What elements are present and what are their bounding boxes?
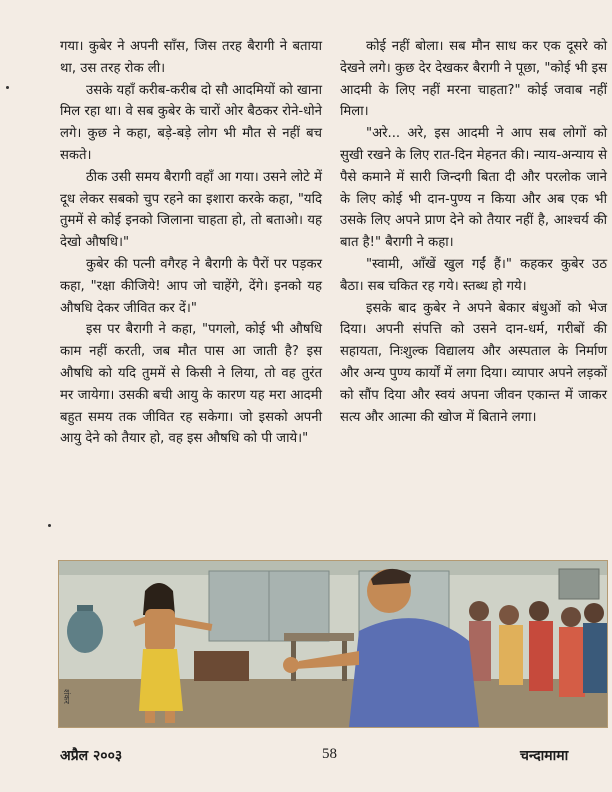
paragraph: इसके बाद कुबेर ने अपने बेकार बंधुओं को भेज दिया। अपनी संपत्ति को उसने दान-धर्म, गरीबों की सहायता, निःशुल्क विद्यालय और अस्पताल के निर्माण और अन्य पुण्य कार्यों में लगा दिया। व्यापार अपने लड़कों को सौंप दिया और स्वयं अपना जीवन एकान्त में जाकर सत्य और आत्मा की खोज में बिताने लगा। — [340, 300, 607, 425]
right-column — [340, 36, 607, 428]
illustration-scene — [59, 561, 607, 727]
paragraph: कोई नहीं बोला। सब मौन साध कर एक दूसरे को देखने लगे। कुछ देर देखकर बैरागी ने पूछा, "कोई भी इस आदमी के लिए नहीं मरना चाहता?" कोई जवाब नहीं मिला। — [340, 39, 607, 120]
print-speck — [48, 524, 51, 527]
paragraph: "अरे... अरे, इस आदमी ने आप सब लोगों को सुखी रखने के लिए रात-दिन मेहनत की। न्याय-अन्याय से पैसे कमाने में सारी जिन्दगी बिता दी और परलोक जाने के लिए कोई भी दान-पुण्य न किया और अब एक भी उसके लिए अपने प्राण देने को तैयार नहीं है, आश्चर्य की बात है!" बैरागी ने कहा। — [340, 126, 607, 251]
page-footer — [0, 746, 612, 770]
story-illustration — [58, 560, 608, 728]
paragraph: गया। कुबेर ने अपनी साँस, जिस तरह बैरागी ने बताया था, उस तरह रोक ली। — [60, 39, 322, 76]
paragraph: कुबेर की पत्नी वगैरह ने बैरागी के पैरों पर पड़कर कहा, "रक्षा कीजिये! आप जो चाहेंगे, देंगे। इनको यह औषधि देकर जीवित कर दें।" — [60, 256, 322, 316]
artist-signature: शंकर — [62, 689, 71, 704]
page-number: 58 — [322, 746, 337, 762]
paragraph: इस पर बैरागी ने कहा, "पगलो, कोई भी औषधि काम नहीं करती, जब मौत पास आ जाती है? इस औषधि को यदि तुममें से किसी ने लिया, तो वह तुरंत मर जायेगा। उसकी बची आयु के कारण यह मरा आदमी बहुत समय तक जीवित रह सकेगा। जो इसको अपनी आयु देने को तैयार हो, वह इस औषधि को पी जाये।" — [60, 322, 322, 447]
print-speck — [6, 86, 9, 89]
paragraph: उसके यहाँ करीब-करीब दो सौ आदमियों को खाना मिल रहा था। वे सब कुबेर के चारों ओर बैठकर रोने-धोने लगे। कुछ ने कहा, बड़े-बड़े लोग भी मौत से नहीं बच सकते। — [60, 82, 322, 163]
magazine-name: चन्दामामा — [520, 748, 569, 764]
pot-icon — [67, 609, 103, 653]
issue-month: अप्रैल २००३ — [60, 748, 123, 764]
paragraph: "स्वामी, आँखें खुल गईं हैं।" कहकर कुबेर उठ बैठा। सब चकित रह गये। स्तब्ध हो गये। — [340, 256, 607, 294]
paragraph: ठीक उसी समय बैरागी वहाँ आ गया। उसने लोटे में दूध लेकर सबको चुप रहने का इशारा करके कहा, "यदि तुममें से कोई इनको जिलाना चाहता हो, तो बताओ। यह देखो औषधि।" — [60, 169, 322, 251]
left-column — [60, 36, 322, 450]
